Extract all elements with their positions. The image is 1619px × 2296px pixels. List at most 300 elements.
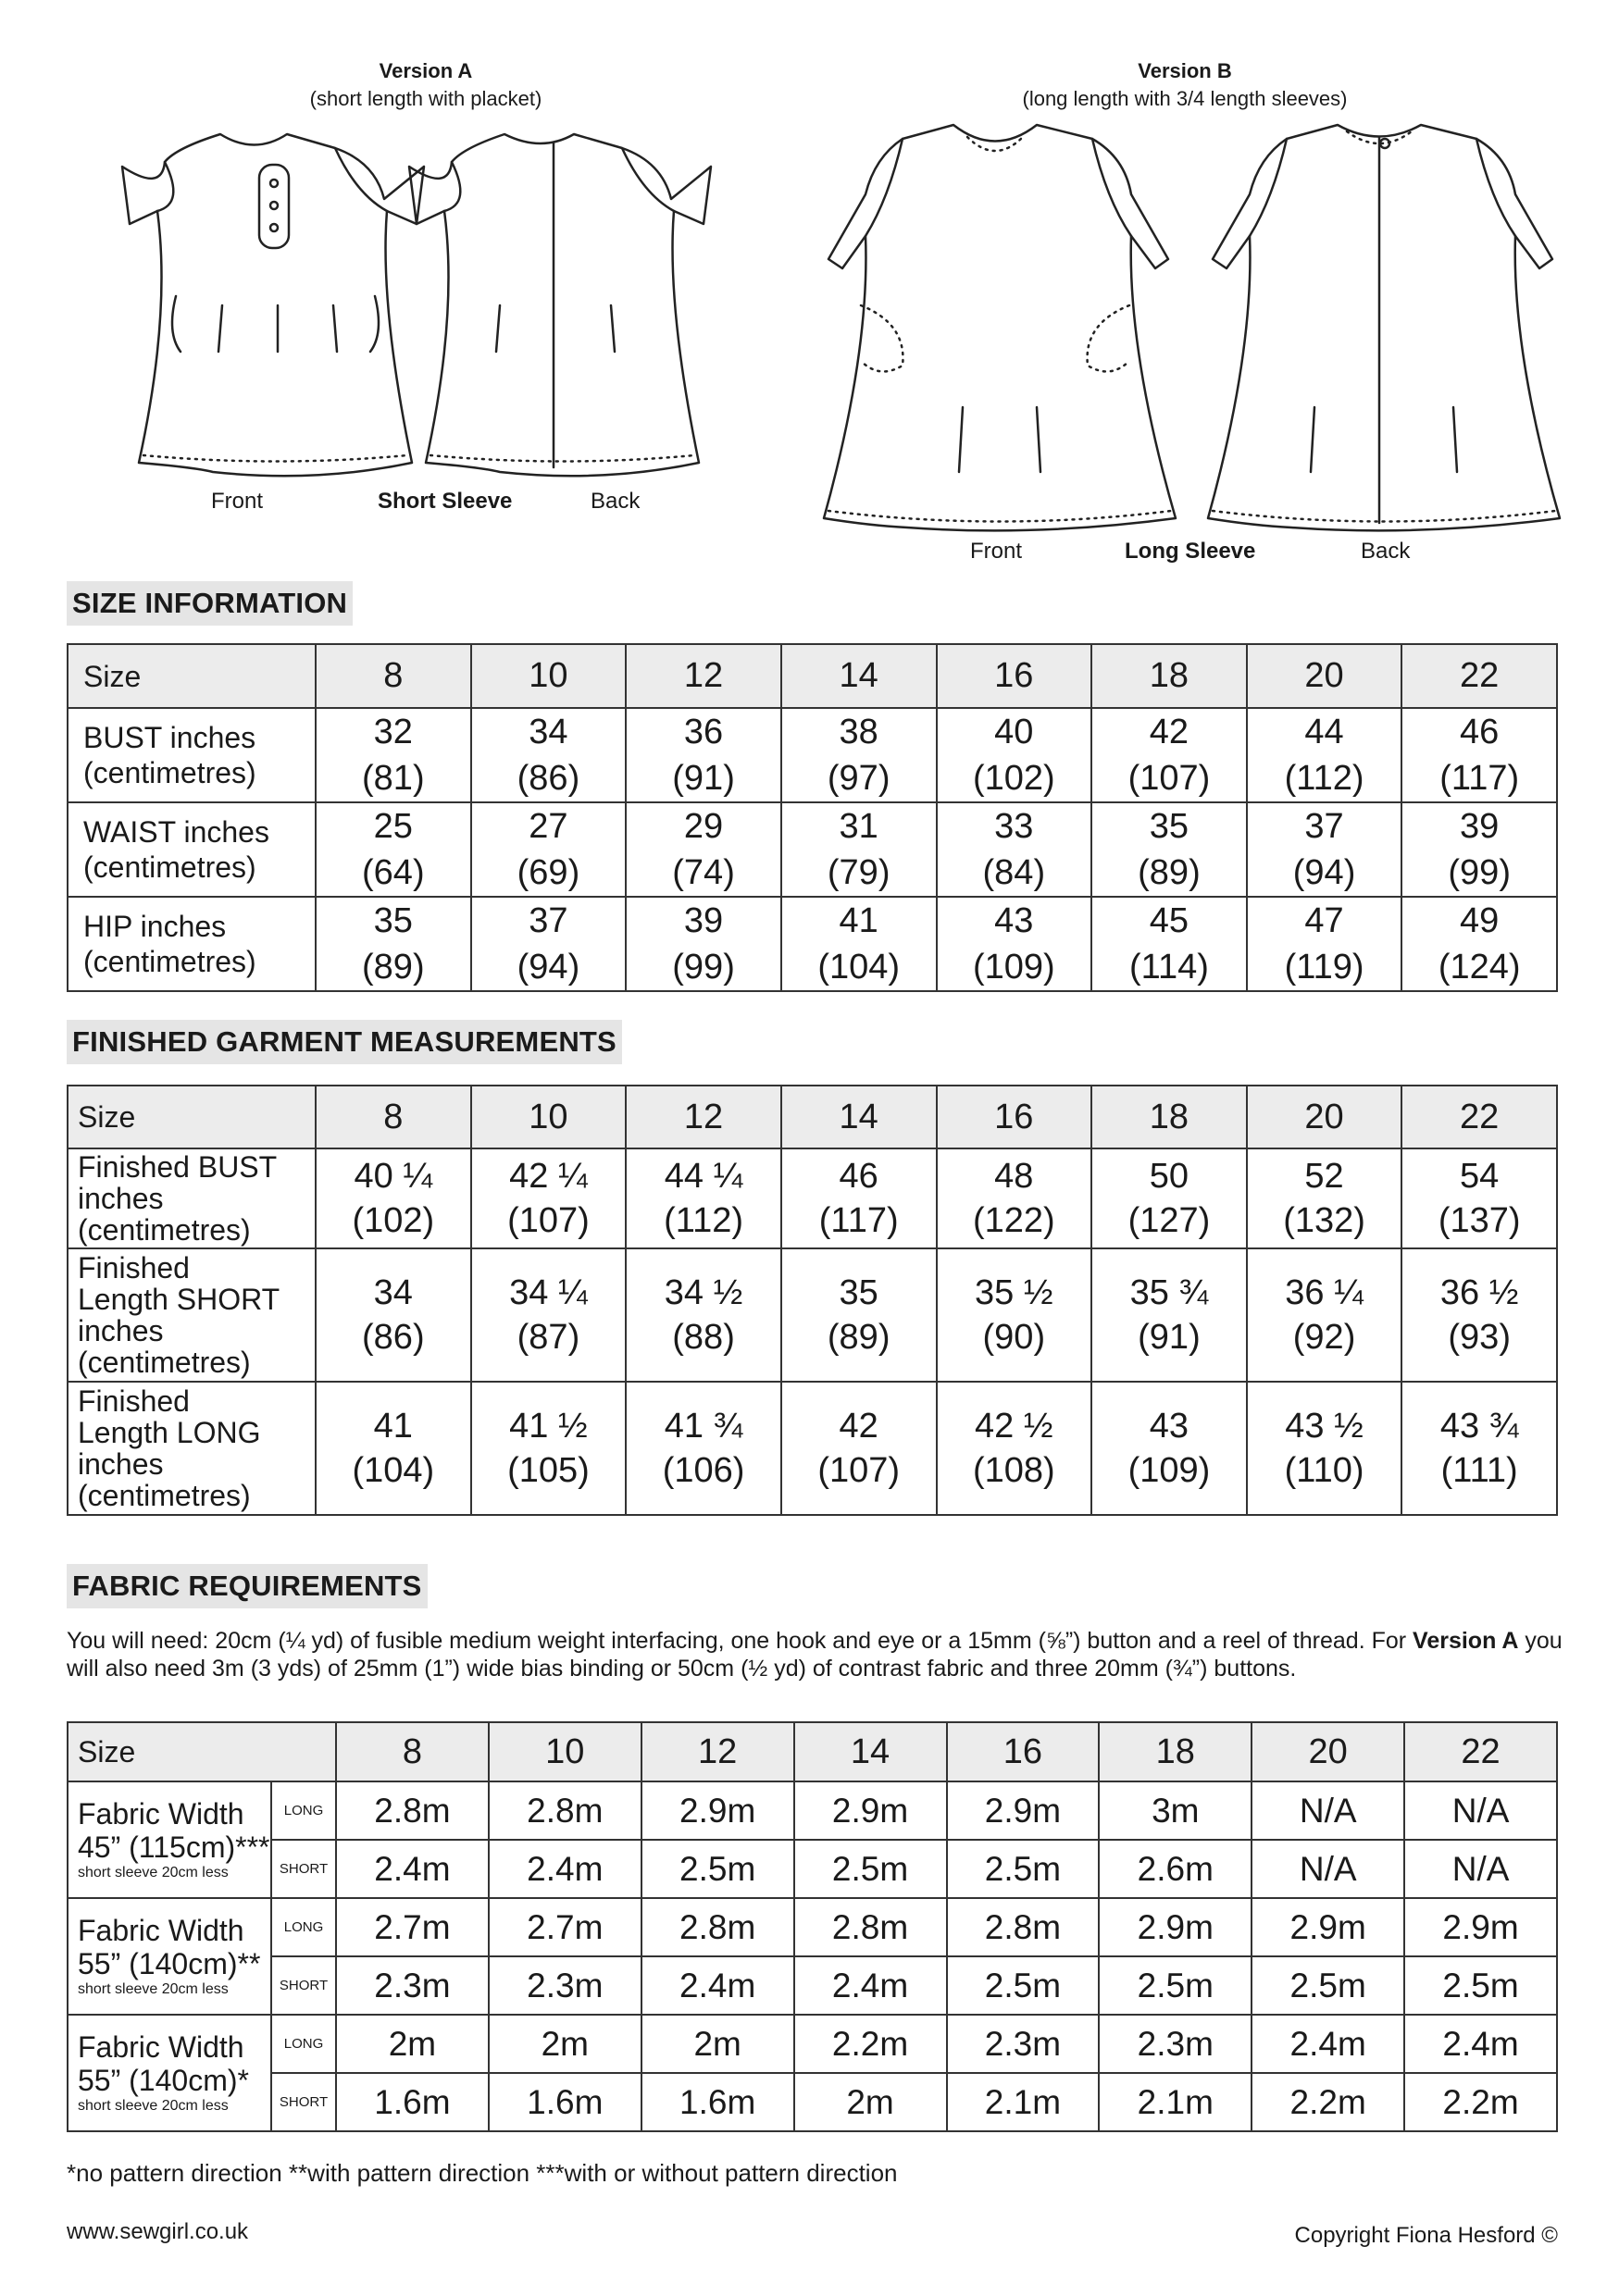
value-cm: (89) — [827, 1318, 890, 1357]
value-cm: (91) — [1138, 1318, 1201, 1357]
size-cell: 22 — [1404, 1722, 1557, 1781]
value-inches: 48 — [994, 1157, 1034, 1196]
fabric-intro-text — [67, 1627, 1566, 1682]
size-cell: 12 — [626, 1086, 781, 1148]
fabric-amount: 1.6m — [336, 2073, 489, 2131]
short-sleeve-label: SHORT — [271, 1840, 336, 1898]
fabric-amount: 2.1m — [1099, 2073, 1252, 2131]
value-inches: 31 — [839, 807, 878, 846]
finished-measurement-value — [1401, 1148, 1557, 1248]
version-a-back-illustration — [409, 134, 711, 476]
measurement-value — [471, 708, 627, 802]
value-inches: 52 — [1304, 1157, 1344, 1196]
measurement-value — [1091, 802, 1247, 897]
value-cm: (122) — [972, 1201, 1055, 1240]
value-inches: 37 — [1304, 807, 1344, 846]
finished-garment-table — [67, 1085, 1558, 1516]
value-cm: (86) — [362, 1318, 425, 1357]
value-inches: 43 ½ — [1285, 1407, 1364, 1446]
measurement-value — [781, 802, 937, 897]
fabric-amount: 2.8m — [336, 1781, 489, 1840]
finished-label-line: inches — [78, 1447, 164, 1481]
value-inches: 35 — [839, 1273, 878, 1312]
finished-label-line: Finished — [78, 1251, 190, 1285]
size-cell: 18 — [1099, 1722, 1252, 1781]
measurement-value — [781, 708, 937, 802]
finished-size-header-row — [68, 1086, 1557, 1148]
fabric-amount: 2.9m — [794, 1781, 947, 1840]
value-cm: (89) — [362, 948, 425, 987]
website-link[interactable]: www.sewgirl.co.uk — [67, 2219, 249, 2244]
fabric-long-row — [68, 2015, 1557, 2073]
value-inches: 45 — [1149, 901, 1189, 940]
size-column-label: Size — [68, 1722, 336, 1781]
measurement-label-inches: BUST inches — [83, 721, 256, 754]
fabric-width-label — [68, 1898, 271, 2015]
version-b-back-illustration — [1208, 125, 1560, 530]
measurement-value — [1091, 897, 1247, 991]
version-b-front-caption: Front — [970, 539, 1023, 564]
size-cell: 16 — [937, 644, 1092, 708]
value-inches: 41 ½ — [509, 1407, 588, 1446]
value-cm: (109) — [1127, 1451, 1211, 1490]
value-inches: 35 ¾ — [1129, 1273, 1209, 1312]
value-inches: 34 ½ — [664, 1273, 743, 1312]
size-information-table — [67, 643, 1558, 992]
fabric-short-row — [68, 2073, 1557, 2131]
value-cm: (114) — [1128, 948, 1209, 987]
size-cell: 18 — [1091, 644, 1247, 708]
fabric-intro-part-a: You will need: 20cm (¼ yd) of fusible medium weight interfacing, one hook and eye or a 15mm (⅝”) button and a reel of thread. For — [67, 1628, 1414, 1654]
finished-measurement-value — [1091, 1148, 1247, 1248]
fabric-amount: 2.5m — [641, 1840, 794, 1898]
version-b-subtitle: (long length with 3/4 length sleeves) — [1022, 87, 1348, 110]
measurement-row — [68, 802, 1557, 897]
value-cm: (84) — [982, 853, 1046, 892]
fabric-amount: 3m — [1099, 1781, 1252, 1840]
finished-measurement-row — [68, 1148, 1557, 1248]
size-column-label: Size — [68, 1086, 316, 1148]
fabric-short-row — [68, 1840, 1557, 1898]
finished-measurement-value — [1247, 1148, 1402, 1248]
value-cm: (127) — [1127, 1201, 1211, 1240]
finished-measurement-value — [626, 1148, 781, 1248]
size-information-heading: SIZE INFORMATION — [67, 581, 353, 626]
measurement-value — [316, 802, 471, 897]
value-inches: 27 — [529, 807, 568, 846]
fabric-width-line1: Fabric Width — [78, 2030, 244, 2064]
value-cm: (111) — [1440, 1451, 1518, 1490]
fabric-amount: 2.8m — [794, 1898, 947, 1956]
measurement-value — [626, 897, 781, 991]
measurement-value — [316, 897, 471, 991]
value-cm: (117) — [818, 1201, 899, 1240]
size-cell: 16 — [947, 1722, 1100, 1781]
value-inches: 42 ½ — [975, 1407, 1053, 1446]
measurement-value — [937, 708, 1092, 802]
value-inches: 35 — [373, 901, 413, 940]
size-cell: 10 — [489, 1722, 641, 1781]
measurement-label-cm: (centimetres) — [83, 850, 256, 884]
value-cm: (90) — [982, 1318, 1046, 1357]
value-cm: (74) — [672, 853, 735, 892]
fabric-amount: 2.8m — [641, 1898, 794, 1956]
finished-measurement-label — [68, 1248, 316, 1382]
fabric-width-label — [68, 2015, 271, 2131]
value-cm: (94) — [517, 948, 580, 987]
value-inches: 25 — [373, 807, 413, 846]
value-cm: (106) — [662, 1451, 745, 1490]
fabric-amount: 2.2m — [1252, 2073, 1404, 2131]
fabric-long-row — [68, 1781, 1557, 1840]
measurement-value — [471, 897, 627, 991]
value-cm: (86) — [517, 759, 580, 798]
value-inches: 46 — [839, 1157, 878, 1196]
size-cell: 20 — [1252, 1722, 1404, 1781]
value-inches: 47 — [1304, 901, 1344, 940]
value-cm: (124) — [1438, 948, 1521, 987]
value-inches: 36 ½ — [1439, 1273, 1519, 1312]
size-cell: 16 — [937, 1086, 1092, 1148]
finished-measurement-value — [781, 1248, 937, 1382]
long-sleeve-label: LONG — [271, 1781, 336, 1840]
long-sleeve-label: LONG — [271, 1898, 336, 1956]
value-cm: (69) — [517, 853, 580, 892]
measurement-label — [68, 897, 316, 991]
measurement-value — [471, 802, 627, 897]
fabric-intro-part-b: you will also need 3m (3 yds) of 25mm (1”) wide bias binding or 50cm (½ yd) of contrast fabric and three 20mm (¾”) buttons. — [67, 1628, 1563, 1682]
fabric-amount: 2.5m — [947, 1840, 1100, 1898]
measurement-value — [1091, 708, 1247, 802]
value-cm: (107) — [817, 1451, 901, 1490]
value-inches: 34 — [373, 1273, 413, 1312]
value-cm: (64) — [362, 853, 425, 892]
fabric-amount: 2.3m — [336, 1956, 489, 2015]
value-inches: 35 — [1149, 807, 1189, 846]
measurement-label — [68, 802, 316, 897]
finished-garment-heading: FINISHED GARMENT MEASUREMENTS — [67, 1020, 622, 1064]
fabric-amount: 2.3m — [947, 2015, 1100, 2073]
fabric-amount: 2.5m — [1404, 1956, 1557, 2015]
value-cm: (91) — [672, 759, 735, 798]
value-inches: 43 ¾ — [1439, 1407, 1519, 1446]
size-cell: 10 — [471, 1086, 627, 1148]
fabric-amount: 2.6m — [1099, 1840, 1252, 1898]
fabric-amount: 2.3m — [1099, 2015, 1252, 2073]
fabric-amount: 2.8m — [947, 1898, 1100, 1956]
value-inches: 29 — [683, 807, 724, 846]
size-cell: 10 — [471, 644, 627, 708]
measurement-value — [1401, 897, 1557, 991]
value-inches: 32 — [373, 713, 413, 751]
fabric-width-label — [68, 1781, 271, 1898]
value-cm: (97) — [827, 759, 890, 798]
finished-label-line: inches — [78, 1182, 164, 1215]
fabric-amount: 2.9m — [641, 1781, 794, 1840]
measurement-value — [1401, 802, 1557, 897]
finished-measurement-value — [1247, 1382, 1402, 1515]
fabric-requirements-heading: FABRIC REQUIREMENTS — [67, 1564, 428, 1608]
fabric-width-line2: 55” (140cm)* — [78, 2064, 249, 2097]
value-cm: (112) — [1284, 759, 1364, 798]
value-inches: 54 — [1460, 1157, 1500, 1196]
value-cm: (79) — [827, 853, 890, 892]
finished-measurement-value — [781, 1382, 937, 1515]
fabric-size-header-row — [68, 1722, 1557, 1781]
value-cm: (102) — [352, 1201, 435, 1240]
fabric-amount: 2.4m — [641, 1956, 794, 2015]
value-inches: 36 ¼ — [1285, 1273, 1364, 1312]
fabric-amount: 2.5m — [794, 1840, 947, 1898]
value-inches: 39 — [683, 901, 724, 940]
value-inches: 33 — [994, 807, 1034, 846]
value-cm: (104) — [817, 948, 901, 987]
value-inches: 40 — [994, 713, 1034, 751]
measurement-value — [1401, 708, 1557, 802]
fabric-amount: 2.4m — [794, 1956, 947, 2015]
fabric-amount: 2m — [641, 2015, 794, 2073]
value-cm: (110) — [1284, 1451, 1364, 1490]
size-cell: 8 — [336, 1722, 489, 1781]
measurement-value — [1247, 802, 1402, 897]
fabric-width-line2: 55” (140cm)** — [78, 1947, 261, 1980]
value-cm: (107) — [1127, 759, 1211, 798]
version-a-front-caption: Front — [211, 489, 264, 514]
fabric-requirements-table — [67, 1721, 1558, 2132]
value-inches: 34 ¼ — [509, 1273, 588, 1312]
size-cell: 22 — [1401, 644, 1557, 708]
size-cell: 12 — [626, 644, 781, 708]
finished-measurement-label — [68, 1382, 316, 1515]
fabric-amount: 2.7m — [489, 1898, 641, 1956]
value-inches: 44 ¼ — [664, 1157, 743, 1196]
short-sleeve-label: SHORT — [271, 2073, 336, 2131]
finished-measurement-value — [937, 1382, 1092, 1515]
version-a-sleeve-caption: Short Sleeve — [378, 489, 513, 514]
measurement-value — [626, 802, 781, 897]
finished-measurement-value — [626, 1382, 781, 1515]
fabric-amount: 2.4m — [1404, 2015, 1557, 2073]
fabric-amount: 2.5m — [1252, 1956, 1404, 2015]
fabric-width-line2: 45” (115cm)*** — [78, 1831, 270, 1864]
fabric-amount: N/A — [1404, 1840, 1557, 1898]
value-cm: (99) — [672, 948, 735, 987]
finished-label-line: (centimetres) — [78, 1213, 251, 1247]
size-cell: 20 — [1247, 1086, 1402, 1148]
size-cell: 8 — [316, 1086, 471, 1148]
value-cm: (81) — [362, 759, 425, 798]
fabric-amount: 2.2m — [1404, 2073, 1557, 2131]
finished-measurement-value — [1401, 1248, 1557, 1382]
version-a-subtitle: (short length with placket) — [309, 87, 542, 110]
fabric-amount: 2m — [794, 2073, 947, 2131]
value-inches: 38 — [839, 713, 878, 751]
fabric-amount: 2.9m — [1252, 1898, 1404, 1956]
value-cm: (109) — [972, 948, 1055, 987]
fabric-amount: 2.1m — [947, 2073, 1100, 2131]
finished-measurement-value — [471, 1248, 627, 1382]
finished-measurement-value — [316, 1248, 471, 1382]
fabric-amount: 2.5m — [1099, 1956, 1252, 2015]
fabric-amount: 1.6m — [489, 2073, 641, 2131]
finished-label-line: Finished BUST — [78, 1150, 278, 1184]
short-sleeve-label: SHORT — [271, 1956, 336, 2015]
finished-measurement-value — [1091, 1382, 1247, 1515]
value-cm: (87) — [517, 1318, 580, 1357]
value-inches: 42 ¼ — [509, 1157, 588, 1196]
value-inches: 43 — [994, 901, 1034, 940]
size-cell: 22 — [1401, 1086, 1557, 1148]
fabric-amount: N/A — [1252, 1840, 1404, 1898]
measurement-value — [316, 708, 471, 802]
fabric-width-line1: Fabric Width — [78, 1797, 244, 1831]
value-cm: (89) — [1138, 853, 1201, 892]
value-inches: 49 — [1460, 901, 1500, 940]
finished-measurement-value — [937, 1148, 1092, 1248]
size-cell: 14 — [794, 1722, 947, 1781]
value-inches: 42 — [1149, 713, 1189, 751]
finished-measurement-value — [471, 1382, 627, 1515]
measurement-label-inches: HIP inches — [83, 910, 227, 943]
fabric-amount: 2.2m — [794, 2015, 947, 2073]
finished-measurement-value — [316, 1382, 471, 1515]
measurement-label-cm: (centimetres) — [83, 756, 256, 789]
value-cm: (104) — [352, 1451, 435, 1490]
value-cm: (108) — [972, 1451, 1055, 1490]
measurement-row — [68, 708, 1557, 802]
fabric-intro-version: Version A — [1413, 1628, 1519, 1654]
finished-label-line: inches — [78, 1314, 164, 1347]
value-cm: (119) — [1284, 948, 1364, 987]
value-cm: (93) — [1448, 1318, 1511, 1357]
finished-measurement-value — [1247, 1248, 1402, 1382]
value-cm: (107) — [507, 1201, 590, 1240]
value-inches: 40 ¼ — [354, 1157, 433, 1196]
version-a-title: Version A — [379, 59, 473, 82]
size-column-label: Size — [68, 644, 316, 708]
version-a-front-illustration — [122, 134, 424, 476]
value-inches: 42 — [839, 1407, 878, 1446]
measurement-label — [68, 708, 316, 802]
size-cell: 12 — [641, 1722, 794, 1781]
finished-measurement-value — [316, 1148, 471, 1248]
fabric-amount: 2m — [489, 2015, 641, 2073]
value-inches: 35 ½ — [975, 1273, 1053, 1312]
measurement-value — [781, 897, 937, 991]
long-sleeve-label: LONG — [271, 2015, 336, 2073]
fabric-amount: 1.6m — [641, 2073, 794, 2131]
finished-label-line: (centimetres) — [78, 1479, 251, 1512]
fabric-amount: 2m — [336, 2015, 489, 2073]
version-b-title: Version B — [1138, 59, 1232, 82]
finished-measurement-value — [937, 1248, 1092, 1382]
version-a-back-caption: Back — [591, 489, 641, 514]
value-inches: 50 — [1149, 1157, 1189, 1196]
short-sleeve-note: short sleeve 20cm less — [78, 1981, 229, 1997]
version-b-back-caption: Back — [1361, 539, 1411, 564]
size-cell: 20 — [1247, 644, 1402, 708]
finished-measurement-value — [1091, 1248, 1247, 1382]
finished-label-line: (centimetres) — [78, 1346, 251, 1379]
size-cell: 14 — [781, 1086, 937, 1148]
value-inches: 41 ¾ — [664, 1407, 743, 1446]
fabric-amount: 2.7m — [336, 1898, 489, 1956]
fabric-amount: N/A — [1252, 1781, 1404, 1840]
value-cm: (117) — [1439, 759, 1520, 798]
measurement-value — [937, 897, 1092, 991]
value-cm: (94) — [1292, 853, 1356, 892]
value-inches: 43 — [1149, 1407, 1189, 1446]
fabric-amount: 2.3m — [489, 1956, 641, 2015]
value-inches: 39 — [1460, 807, 1500, 846]
fabric-short-row — [68, 1956, 1557, 2015]
copyright-text: Copyright Fiona Hesford © — [1294, 2223, 1558, 2248]
finished-measurement-row — [68, 1382, 1557, 1515]
value-cm: (102) — [972, 759, 1055, 798]
version-b-front-illustration — [824, 125, 1176, 530]
finished-measurement-row — [68, 1248, 1557, 1382]
garment-illustrations — [0, 0, 1619, 555]
fabric-amount: 2.4m — [489, 1840, 641, 1898]
fabric-amount: 2.4m — [336, 1840, 489, 1898]
fabric-amount: 2.4m — [1252, 2015, 1404, 2073]
measurement-value — [626, 708, 781, 802]
value-cm: (137) — [1438, 1201, 1521, 1240]
measurement-value — [1247, 897, 1402, 991]
finished-label-line: Finished — [78, 1384, 190, 1418]
value-cm: (132) — [1283, 1201, 1365, 1240]
measurement-value — [1247, 708, 1402, 802]
value-inches: 44 — [1304, 713, 1344, 751]
measurement-label-inches: WAIST inches — [83, 815, 269, 849]
short-sleeve-note: short sleeve 20cm less — [78, 1865, 229, 1880]
size-cell: 8 — [316, 644, 471, 708]
size-header-row — [68, 644, 1557, 708]
fabric-amount: 2.8m — [489, 1781, 641, 1840]
value-cm: (92) — [1292, 1318, 1356, 1357]
fabric-amount: 2.5m — [947, 1956, 1100, 2015]
fabric-amount: 2.9m — [1404, 1898, 1557, 1956]
measurement-label-cm: (centimetres) — [83, 945, 256, 978]
fabric-footnote: *no pattern direction **with pattern direction ***with or without pattern direction — [67, 2159, 898, 2187]
measurement-value — [937, 802, 1092, 897]
finished-measurement-value — [781, 1148, 937, 1248]
value-inches: 41 — [839, 901, 878, 940]
fabric-amount: 2.9m — [1099, 1898, 1252, 1956]
fabric-amount: N/A — [1404, 1781, 1557, 1840]
short-sleeve-note: short sleeve 20cm less — [78, 2098, 229, 2114]
value-cm: (105) — [507, 1451, 590, 1490]
finished-measurement-value — [1401, 1382, 1557, 1515]
value-inches: 46 — [1460, 713, 1500, 751]
finished-measurement-value — [471, 1148, 627, 1248]
finished-label-line: Length LONG — [78, 1416, 261, 1449]
fabric-long-row — [68, 1898, 1557, 1956]
size-cell: 18 — [1091, 1086, 1247, 1148]
fabric-width-line1: Fabric Width — [78, 1914, 244, 1947]
finished-label-line: Length SHORT — [78, 1283, 280, 1316]
value-inches: 41 — [373, 1407, 413, 1446]
measurement-row — [68, 897, 1557, 991]
size-cell: 14 — [781, 644, 937, 708]
finished-measurement-value — [626, 1248, 781, 1382]
fabric-amount: 2.9m — [947, 1781, 1100, 1840]
value-cm: (112) — [664, 1201, 743, 1240]
value-inches: 37 — [529, 901, 568, 940]
value-cm: (99) — [1448, 853, 1511, 892]
value-cm: (88) — [672, 1318, 735, 1357]
finished-measurement-label — [68, 1148, 316, 1248]
